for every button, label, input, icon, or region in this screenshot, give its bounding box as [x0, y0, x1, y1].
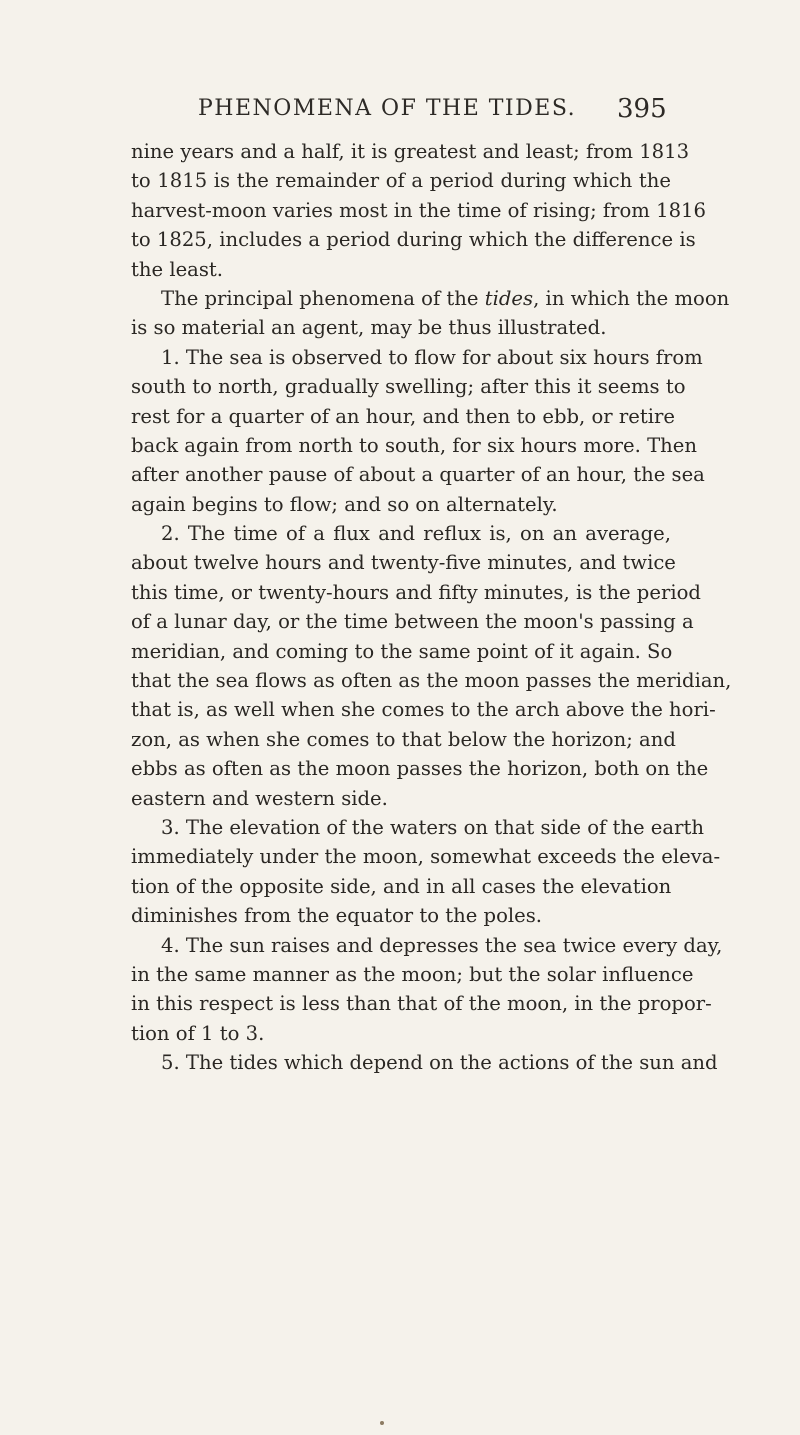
text-line: 2. The time of a flux and reflux is, on an average, [161, 522, 671, 546]
body-text [131, 137, 732, 1078]
text-line: is so material an agent, may be thus illustrated. [131, 316, 607, 340]
paragraph-point-3 [131, 813, 721, 931]
text-line: tion of the opposite side, and in all cases the elevation [131, 874, 672, 898]
paper-speck [380, 1421, 384, 1425]
text-line: immediately under the moon, somewhat exceeds the eleva- [131, 845, 721, 869]
text-line: to 1825, includes a period during which the difference is [131, 228, 696, 252]
text-line: zon, as when she comes to that below the horizon; and [131, 727, 676, 751]
text-line: harvest-moon varies most in the time of rising; from 1816 [131, 198, 706, 222]
paragraph-point-2 [131, 519, 732, 813]
text-line: after another pause of about a quarter of an hour, the sea [131, 463, 705, 487]
italic-term: tides [484, 286, 534, 310]
text-line: nine years and a half, it is greatest and least; from 1813 [131, 140, 690, 163]
page-number: 395 [617, 94, 667, 124]
page-header [0, 96, 800, 136]
text-line: 5. The tides which depend on the actions of the sun and [161, 1051, 718, 1075]
text-line [131, 284, 730, 313]
text-line: in this respect is less than that of the moon, in the propor- [131, 992, 712, 1016]
text-line: eastern and western side. [131, 786, 388, 810]
text-line: about twelve hours and twenty-five minutes, and twice [131, 551, 676, 575]
text-line: 4. The sun raises and depresses the sea twice every day, [161, 933, 723, 957]
text-line: tion of 1 to 3. [131, 1021, 265, 1045]
text-line: that the sea flows as often as the moon passes the meridian, [131, 669, 732, 693]
text-line: again begins to flow; and so on alternately. [131, 492, 558, 516]
text-line: ebbs as often as the moon passes the horizon, both on the [131, 757, 709, 781]
text-run: The principal phenomena of the [161, 286, 485, 310]
paragraph-harvest-moon [131, 137, 706, 284]
text-line: diminishes from the equator to the poles. [131, 904, 543, 928]
text-line: this time, or twenty-hours and fifty minutes, is the period [131, 580, 701, 604]
running-head: PHENOMENA OF THE TIDES. [198, 96, 577, 121]
text-line: the least. [131, 257, 224, 281]
paragraph-point-5 [131, 1048, 718, 1077]
text-line: in the same manner as the moon; but the solar influence [131, 962, 694, 986]
text-line: to 1815 is the remainder of a period during which the [131, 169, 671, 193]
text-line: of a lunar day, or the time between the moon's passing a [131, 610, 694, 634]
text-run: , in which the moon [533, 286, 730, 310]
text-line: that is, as well when she comes to the arch above the hori- [131, 698, 716, 722]
text-line: meridian, and coming to the same point of it again. So [131, 639, 673, 663]
text-line: rest for a quarter of an hour, and then to ebb, or retire [131, 404, 675, 428]
text-line: back again from north to south, for six hours more. Then [131, 433, 697, 457]
paragraph-point-1 [131, 343, 705, 519]
paragraph-tides-intro [131, 284, 730, 343]
text-line: 3. The elevation of the waters on that side of the earth [161, 815, 704, 839]
paragraph-point-4 [131, 931, 723, 1049]
text-line: south to north, gradually swelling; after this it seems to [131, 375, 686, 399]
text-line: 1. The sea is observed to flow for about six hours from [161, 345, 703, 369]
